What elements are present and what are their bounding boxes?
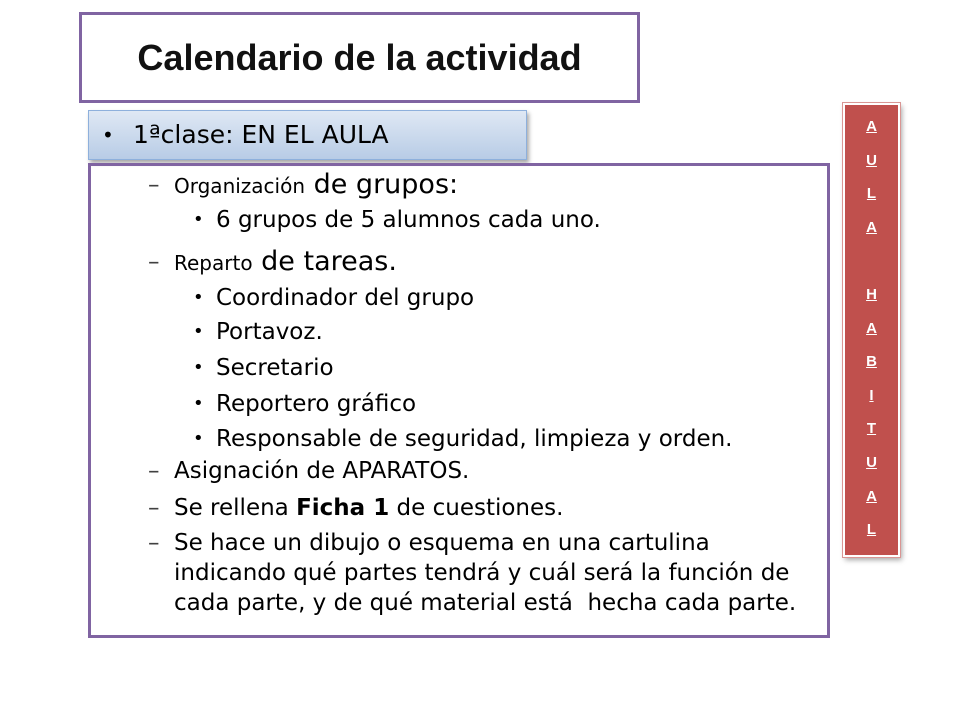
role-reportero: • Reportero gráfico <box>216 390 416 418</box>
content-box <box>88 163 830 638</box>
item-organizacion-rest: de grupos: <box>305 169 459 200</box>
side-letter[interactable]: A <box>866 118 877 135</box>
role-portavoz: • Portavoz. <box>216 318 323 346</box>
slide-title: Calendario de la actividad <box>137 36 582 78</box>
item-asignacion: – Asignación de APARATOS. <box>174 457 469 485</box>
side-letter[interactable]: U <box>866 453 877 471</box>
item-dibujo: – Se hace un dibujo o esquema en una cartulina indicando qué partes tendrá y cuál será la función de cada parte, y de qué material está hecha cada parte. <box>174 528 818 618</box>
role-secretario: • Secretario <box>216 354 334 382</box>
item-organizacion <box>174 169 458 202</box>
item-ficha-bold: Ficha 1 <box>296 495 390 521</box>
bullet-marker <box>102 111 114 159</box>
item-ficha-before: Se rellena <box>174 495 297 521</box>
side-letter[interactable]: T <box>866 420 877 438</box>
item-ficha-after: de cuestiones. <box>389 495 564 521</box>
side-letter[interactable]: I <box>869 386 874 404</box>
side-letter[interactable]: B <box>866 353 877 371</box>
side-letter[interactable]: L <box>866 185 877 203</box>
side-letter[interactable]: A <box>866 218 877 236</box>
side-letter[interactable]: A <box>866 319 877 337</box>
side-word-habitual[interactable] <box>845 278 898 547</box>
side-word-aula[interactable] <box>845 110 898 244</box>
class-heading-box <box>88 110 527 160</box>
side-label-box <box>843 103 900 557</box>
title-box <box>79 12 640 103</box>
class-heading: 1ªclase: EN EL AULA <box>133 120 389 149</box>
side-letter[interactable]: H <box>866 285 877 303</box>
item-ficha <box>174 494 563 522</box>
role-coordinador: • Coordinador del grupo <box>216 284 474 312</box>
item-reparto-lead: Reparto <box>174 251 253 275</box>
side-letter[interactable]: A <box>866 487 877 505</box>
item-reparto-rest: de tareas. <box>252 246 397 277</box>
role-responsable: • Responsable de seguridad, limpieza y orden. <box>216 425 732 453</box>
item-grupos: • 6 grupos de 5 alumnos cada uno. <box>216 206 601 234</box>
item-reparto <box>174 246 397 279</box>
item-organizacion-lead: Organización <box>174 174 306 198</box>
side-letter[interactable]: U <box>866 151 877 169</box>
side-letter[interactable]: L <box>866 521 877 539</box>
